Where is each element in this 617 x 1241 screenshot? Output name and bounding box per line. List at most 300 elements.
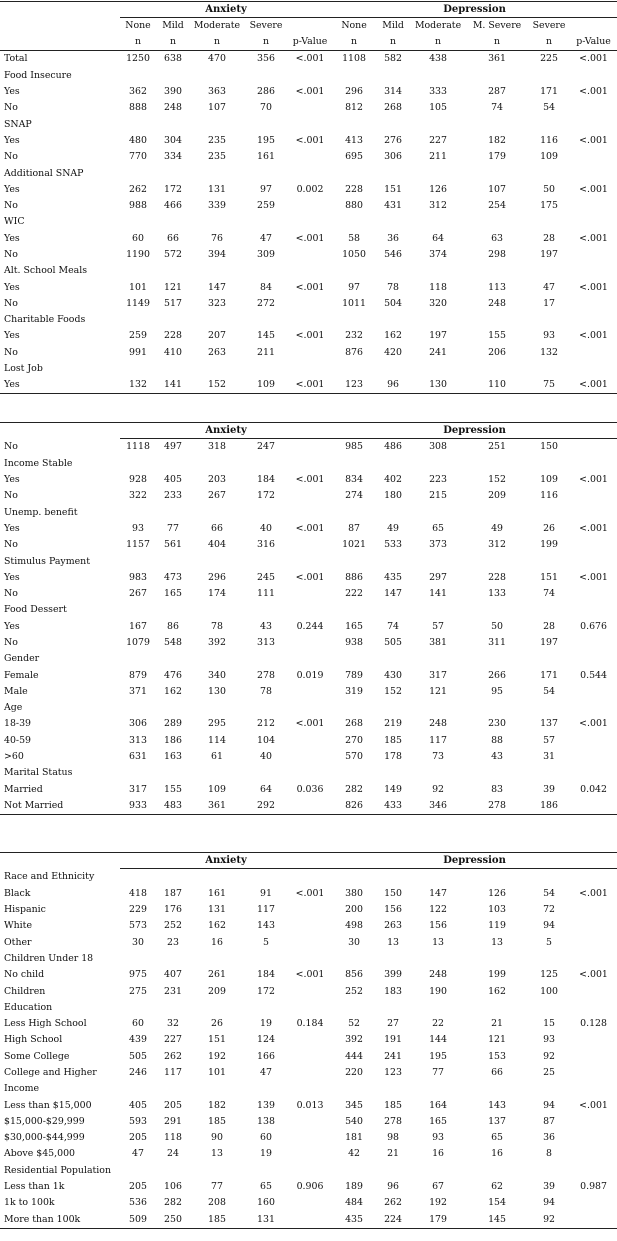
count-cell: 200 [345, 904, 363, 916]
section-row [0, 455, 617, 471]
count-cell: 561 [164, 539, 182, 551]
p-value-cell [570, 295, 617, 311]
column-header: Mild [162, 20, 184, 32]
p-value-cell [288, 1113, 332, 1129]
count-cell: 278 [384, 1115, 402, 1127]
count-cell: 420 [384, 346, 402, 358]
count-cell: 197 [540, 637, 558, 648]
count-cell: 262 [384, 1197, 402, 1209]
count-cell: 205 [129, 1132, 147, 1144]
count-cell: 1190 [126, 249, 150, 260]
count-cell: 1021 [342, 539, 366, 551]
count-cell: 292 [244, 798, 288, 815]
count-cell: 509 [120, 1211, 156, 1228]
count-cell: 211 [257, 346, 275, 358]
count-cell: 476 [164, 669, 182, 681]
p-value-cell: <.001 [295, 330, 325, 342]
depression-header: Depression [332, 2, 617, 18]
count-cell: 185 [190, 1211, 244, 1228]
count-cell: 163 [164, 751, 182, 763]
count-cell: 88 [491, 734, 503, 746]
section-label: Unemp. benefit [4, 506, 78, 518]
count-cell: 274 [345, 490, 363, 502]
count-cell: 209 [488, 490, 506, 502]
count-cell: 94 [543, 1197, 555, 1209]
count-cell: 40 [260, 751, 272, 763]
p-value-cell: 0.676 [580, 620, 607, 632]
count-cell: 259 [257, 200, 275, 212]
count-cell: 399 [384, 969, 402, 981]
count-cell: 361 [190, 798, 244, 815]
p-value-cell [570, 732, 617, 748]
count-cell: 224 [376, 1211, 410, 1228]
count-cell: 145 [466, 1211, 528, 1228]
table-row [0, 230, 617, 246]
p-value-cell: <.001 [295, 232, 325, 244]
count-cell: 130 [410, 377, 466, 394]
table-row [0, 295, 617, 311]
p-value-cell [288, 1195, 332, 1211]
count-cell: 212 [257, 718, 275, 730]
count-cell: 276 [384, 134, 402, 146]
count-cell: 770 [129, 151, 147, 163]
table-row [0, 377, 617, 394]
column-header: Mild [382, 20, 404, 32]
count-cell: 573 [129, 920, 147, 932]
count-cell: 133 [488, 588, 506, 600]
p-value-cell [570, 1032, 617, 1048]
count-cell: 60 [132, 232, 144, 244]
table-row [0, 247, 617, 263]
count-cell: 312 [429, 200, 447, 212]
section-row [0, 602, 617, 618]
count-cell: 176 [164, 904, 182, 916]
section-label: Age [4, 702, 23, 714]
count-cell: 991 [129, 346, 147, 358]
p-value-cell: <.001 [295, 887, 325, 899]
n-label: n [120, 34, 156, 51]
p-value-cell [570, 1130, 617, 1146]
row-label: No [4, 588, 18, 600]
p-value-cell: <.001 [295, 718, 325, 730]
count-cell: 166 [257, 1050, 275, 1062]
table-part-1 [0, 1, 617, 394]
count-cell: 47 [132, 1148, 144, 1160]
column-header: None [341, 20, 367, 32]
count-cell: 291 [164, 1115, 182, 1127]
p-value-cell: 0.036 [296, 783, 324, 795]
count-cell: 322 [129, 490, 147, 502]
p-value-cell [570, 798, 617, 815]
count-cell: 466 [164, 200, 182, 212]
row-label: No child [4, 969, 45, 981]
count-cell: 172 [164, 183, 182, 195]
count-cell: 16 [211, 936, 223, 948]
count-cell: 150 [384, 887, 402, 899]
p-value-cell [288, 635, 332, 651]
count-cell: 141 [156, 377, 190, 394]
count-cell: 187 [164, 887, 182, 899]
count-cell: 248 [164, 102, 182, 114]
count-cell: 43 [491, 751, 503, 763]
count-cell: 50 [491, 620, 503, 632]
count-cell: 94 [543, 920, 555, 932]
row-label: Yes [4, 86, 20, 98]
count-cell: 879 [129, 669, 147, 681]
count-cell: 47 [260, 232, 272, 244]
n-label: n [466, 34, 528, 51]
count-cell: 181 [345, 1132, 363, 1144]
count-cell: 122 [429, 904, 447, 916]
count-cell: 361 [488, 53, 506, 65]
count-cell: 109 [244, 377, 288, 394]
count-cell: 66 [491, 1067, 503, 1078]
count-cell: 439 [129, 1034, 147, 1046]
count-cell: 144 [429, 1034, 447, 1046]
count-cell: 62 [491, 1181, 503, 1193]
count-cell: 19 [260, 1018, 272, 1030]
count-cell: 107 [208, 102, 226, 114]
count-cell: 118 [164, 1132, 182, 1144]
count-cell: 137 [488, 1115, 506, 1127]
count-cell: 70 [260, 102, 272, 114]
table-part-3 [0, 852, 617, 1229]
count-cell: 407 [164, 969, 182, 981]
count-cell: 138 [257, 1115, 275, 1127]
row-label: Not Married [0, 798, 120, 815]
row-label: No [4, 637, 18, 648]
count-cell: 1157 [126, 539, 150, 551]
count-cell: 119 [488, 920, 506, 932]
count-cell: 314 [384, 86, 402, 98]
count-cell: 161 [257, 151, 275, 163]
count-cell: 93 [543, 1034, 555, 1046]
count-cell: 208 [208, 1197, 226, 1209]
count-cell: 546 [384, 249, 402, 260]
count-cell: 36 [387, 232, 399, 244]
section-row [0, 116, 617, 132]
p-value-cell [570, 1113, 617, 1129]
table-row [0, 1195, 617, 1211]
p-value-cell [288, 798, 332, 815]
count-cell: 16 [432, 1148, 444, 1160]
p-value-cell: <.001 [579, 571, 608, 583]
count-cell: 282 [345, 783, 363, 795]
p-value-cell [288, 1130, 332, 1146]
row-label: $30,000-$44,999 [4, 1132, 85, 1144]
count-cell: 473 [164, 571, 182, 583]
count-cell: 153 [488, 1050, 506, 1062]
table-row [0, 667, 617, 683]
count-cell: 90 [211, 1132, 223, 1144]
count-cell: 31 [543, 751, 555, 763]
count-cell: 162 [488, 985, 506, 997]
count-cell: 312 [488, 539, 506, 551]
count-cell: 248 [488, 297, 506, 309]
count-cell: 251 [488, 441, 506, 453]
count-cell: 195 [429, 1050, 447, 1062]
count-cell: 152 [488, 474, 506, 486]
anxiety-header: Anxiety [120, 423, 332, 439]
table-row [0, 918, 617, 934]
count-cell: 192 [429, 1197, 447, 1209]
count-cell: 124 [257, 1034, 275, 1046]
table-row [0, 1146, 617, 1162]
count-cell: 381 [429, 637, 447, 648]
count-cell: 215 [429, 490, 447, 502]
count-cell: 165 [345, 620, 363, 632]
p-value-cell [570, 683, 617, 699]
count-cell: 311 [488, 637, 506, 648]
count-cell: 309 [257, 249, 275, 260]
p-value-cell [288, 247, 332, 263]
p-value-cell [570, 1195, 617, 1211]
count-cell: 28 [543, 620, 555, 632]
count-cell: 345 [345, 1099, 363, 1111]
count-cell: 141 [429, 588, 447, 600]
p-value-cell [288, 983, 332, 999]
table-row [0, 749, 617, 765]
count-cell: 113 [488, 281, 506, 293]
count-cell: 30 [132, 936, 144, 948]
count-cell: 137 [540, 718, 558, 730]
count-cell: 306 [129, 718, 147, 730]
count-cell: 246 [129, 1067, 147, 1078]
p-value-cell: <.001 [295, 522, 325, 534]
section-label: Food Dessert [4, 604, 67, 616]
count-cell: 8 [546, 1148, 553, 1160]
row-label: Yes [4, 620, 20, 632]
count-cell: 533 [384, 539, 402, 551]
count-cell: 272 [257, 297, 275, 309]
count-cell: 182 [208, 1099, 226, 1111]
count-cell: 30 [348, 936, 360, 948]
count-cell: 928 [129, 474, 147, 486]
count-cell: 431 [384, 200, 402, 212]
row-label: No [4, 490, 18, 502]
count-cell: 155 [164, 783, 182, 795]
table-row [0, 781, 617, 797]
row-label: Total [4, 53, 28, 65]
count-cell: 13 [211, 1148, 223, 1160]
count-cell: 418 [129, 887, 147, 899]
count-cell: 340 [208, 669, 226, 681]
p-value-cell [570, 100, 617, 116]
count-cell: 206 [488, 346, 506, 358]
count-cell: 131 [208, 904, 226, 916]
row-label: Less High School [4, 1018, 87, 1030]
count-cell: 27 [387, 1018, 399, 1030]
row-label: Yes [4, 522, 20, 534]
count-cell: 117 [164, 1067, 182, 1078]
count-cell: 392 [208, 637, 226, 648]
count-cell: 259 [129, 330, 147, 342]
count-cell: 91 [260, 887, 272, 899]
p-value-cell: 0.906 [296, 1181, 324, 1193]
count-cell: 160 [257, 1197, 275, 1209]
column-header: Severe [532, 20, 566, 32]
count-cell: 50 [543, 183, 555, 195]
p-value-cell [288, 439, 332, 456]
count-cell: 150 [540, 441, 558, 453]
count-cell: 147 [384, 588, 402, 600]
count-cell: 15 [543, 1018, 555, 1030]
count-cell: 228 [164, 330, 182, 342]
p-value-cell [570, 1048, 617, 1064]
row-label: Yes [4, 571, 20, 583]
count-cell: 183 [384, 985, 402, 997]
p-value-cell: <.001 [579, 969, 608, 981]
count-cell: 64 [432, 232, 444, 244]
count-cell: 250 [156, 1211, 190, 1228]
table-row [0, 716, 617, 732]
row-label: College and Higher [4, 1067, 97, 1078]
table-row [0, 520, 617, 536]
p-value-cell [288, 344, 332, 360]
section-row [0, 263, 617, 279]
count-cell: 172 [257, 490, 275, 502]
count-cell: 139 [257, 1099, 275, 1111]
count-cell: 695 [345, 151, 363, 163]
count-cell: 54 [543, 102, 555, 114]
column-header: Moderate [193, 20, 241, 32]
count-cell: 497 [164, 441, 182, 453]
p-value-cell: 0.002 [296, 183, 324, 195]
count-cell: 49 [387, 522, 399, 534]
count-cell: 60 [132, 1018, 144, 1030]
count-cell: 1250 [126, 53, 150, 65]
count-cell: 126 [429, 183, 447, 195]
section-row [0, 361, 617, 377]
row-label: No [4, 297, 18, 309]
table-row [0, 488, 617, 504]
p-value-cell: <.001 [579, 522, 608, 534]
count-cell: 233 [164, 490, 182, 502]
header-row [0, 853, 617, 869]
count-cell: 26 [211, 1018, 223, 1030]
count-cell: 203 [208, 474, 226, 486]
count-cell: 287 [488, 86, 506, 98]
count-cell: 126 [488, 887, 506, 899]
count-cell: 103 [488, 904, 506, 916]
count-cell: 1108 [342, 53, 366, 65]
count-cell: 132 [540, 346, 558, 358]
count-cell: 185 [384, 1099, 402, 1111]
count-cell: 47 [543, 281, 555, 293]
count-cell: 109 [208, 783, 226, 795]
p-value-cell: <.001 [579, 183, 608, 195]
count-cell: 263 [384, 920, 402, 932]
count-cell: 480 [129, 134, 147, 146]
p-value-cell [570, 635, 617, 651]
count-cell: 197 [429, 330, 447, 342]
count-cell: 211 [429, 151, 447, 163]
table-row [0, 798, 617, 815]
header-row [0, 423, 617, 439]
table-row [0, 279, 617, 295]
count-cell: 151 [384, 183, 402, 195]
section-label: Alt. School Meals [4, 265, 88, 277]
row-label: Married [4, 783, 43, 795]
count-cell: 296 [345, 86, 363, 98]
count-cell: 505 [384, 637, 402, 648]
count-cell: 413 [345, 134, 363, 146]
count-cell: 172 [257, 985, 275, 997]
count-cell: 313 [129, 734, 147, 746]
count-cell: 36 [543, 1132, 555, 1144]
row-label: $15,000-$29,999 [4, 1115, 85, 1127]
count-cell: 195 [257, 134, 275, 146]
p-value-cell [288, 1048, 332, 1064]
count-cell: 77 [211, 1181, 223, 1193]
count-cell: 282 [164, 1197, 182, 1209]
section-label: Residential Population [4, 1164, 111, 1176]
count-cell: 109 [540, 151, 558, 163]
n-label: n [528, 34, 570, 51]
subheader-row [0, 34, 617, 51]
count-cell: 278 [257, 669, 275, 681]
count-cell: 167 [129, 620, 147, 632]
row-label: Yes [4, 474, 20, 486]
count-cell: 1118 [126, 441, 150, 453]
count-cell: 334 [164, 151, 182, 163]
table-row [0, 149, 617, 165]
count-cell: 54 [543, 887, 555, 899]
p-value-cell: <.001 [579, 134, 608, 146]
count-cell: 39 [543, 783, 555, 795]
row-label: Yes [4, 183, 20, 195]
p-value-cell [570, 934, 617, 950]
count-cell: 13 [432, 936, 444, 948]
p-value-cell [288, 149, 332, 165]
row-label: >60 [4, 751, 24, 763]
count-cell: 275 [129, 985, 147, 997]
count-cell: 228 [345, 183, 363, 195]
count-cell: 162 [208, 920, 226, 932]
column-header: Severe [249, 20, 283, 32]
count-cell: 789 [345, 669, 363, 681]
p-value-cell [288, 934, 332, 950]
p-value-cell [288, 902, 332, 918]
count-cell: 1011 [342, 297, 366, 309]
count-cell: 179 [488, 151, 506, 163]
row-label: Hispanic [4, 904, 46, 916]
count-cell: 43 [260, 620, 272, 632]
count-cell: 28 [543, 232, 555, 244]
count-cell: 22 [432, 1018, 444, 1030]
count-cell: 834 [345, 474, 363, 486]
count-cell: 77 [432, 1067, 444, 1078]
table-row [0, 934, 617, 950]
p-value-cell: <.001 [570, 377, 617, 394]
table-row [0, 732, 617, 748]
count-cell: 52 [348, 1018, 360, 1030]
table-row [0, 439, 617, 456]
count-cell: 362 [129, 86, 147, 98]
row-label: 1k to 100k [4, 1197, 55, 1209]
column-header: None [125, 20, 151, 32]
table-row [0, 537, 617, 553]
table-row [0, 1065, 617, 1081]
count-cell: 78 [260, 685, 272, 697]
count-cell: 209 [208, 985, 226, 997]
count-cell: 484 [345, 1197, 363, 1209]
count-cell: 444 [345, 1050, 363, 1062]
count-cell: 227 [164, 1034, 182, 1046]
count-cell: 114 [208, 734, 226, 746]
count-cell: 435 [384, 571, 402, 583]
count-cell: 123 [384, 1067, 402, 1078]
